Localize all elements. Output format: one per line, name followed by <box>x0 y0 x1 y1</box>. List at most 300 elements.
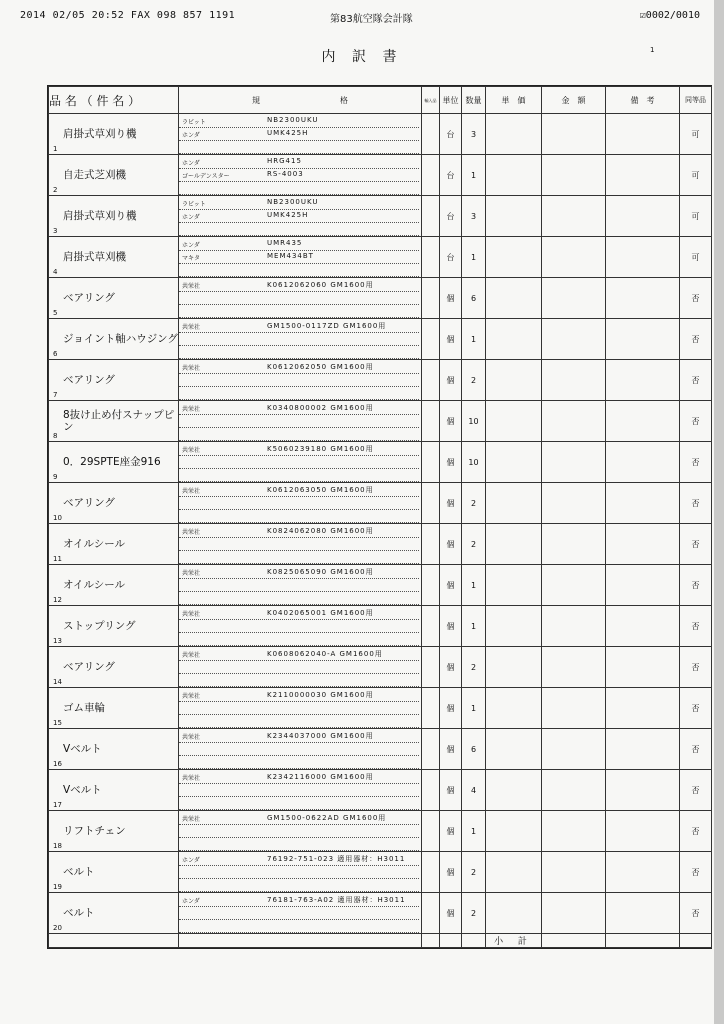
spec-maker: 共栄社 <box>182 815 201 823</box>
spec-maker: 共栄社 <box>182 569 201 577</box>
spec-model: K0612062060 GM1600用 <box>267 280 374 289</box>
item-usage: 否 <box>680 852 712 893</box>
item-unit-price <box>486 319 542 360</box>
spec-line <box>179 592 419 605</box>
item-unit: 個 <box>440 811 462 852</box>
item-remarks <box>606 442 680 483</box>
item-amount <box>542 893 606 934</box>
item-unit-price <box>486 524 542 565</box>
item-unit: 台 <box>440 237 462 278</box>
table-row <box>49 852 712 893</box>
table-row <box>49 442 712 483</box>
item-usage: 否 <box>680 360 712 401</box>
item-name: ストップリング <box>63 620 136 632</box>
table-row <box>49 237 712 278</box>
spec-line <box>179 305 419 318</box>
subtotal-blank-spec <box>179 934 422 948</box>
item-usage: 否 <box>680 278 712 319</box>
header-qty: 数量 <box>462 87 486 114</box>
item-remarks <box>606 196 680 237</box>
item-import <box>422 114 440 155</box>
spec-line <box>179 620 419 633</box>
spec-line <box>179 579 419 592</box>
table-row <box>49 565 712 606</box>
spec-maker: 共栄社 <box>182 487 201 495</box>
item-import <box>422 729 440 770</box>
subtotal-blank-import <box>422 934 440 948</box>
item-spec-cell <box>179 155 422 196</box>
item-name: 8抜け止め付スナップピン <box>63 409 175 433</box>
item-name: オイルシール <box>63 538 126 550</box>
item-spec-cell <box>179 360 422 401</box>
item-name: オイルシール <box>63 579 126 591</box>
item-name: ジョイント軸ハウジング <box>63 333 178 345</box>
item-usage: 否 <box>680 729 712 770</box>
spec-line <box>179 702 419 715</box>
spec-line <box>179 169 419 182</box>
item-qty: 3 <box>462 114 486 155</box>
table-row <box>49 647 712 688</box>
spec-maker: ホンダ <box>182 159 200 167</box>
item-name-cell <box>49 401 179 442</box>
item-number: 2 <box>53 186 58 194</box>
item-name: ベルト <box>63 907 95 919</box>
item-unit: 個 <box>440 729 462 770</box>
subtotal-row <box>49 934 712 948</box>
subtotal-amount <box>542 934 606 948</box>
header-import: 輸入品 <box>422 87 440 114</box>
spec-line <box>179 156 419 169</box>
item-unit-price <box>486 237 542 278</box>
table-row <box>49 524 712 565</box>
spec-model: UMK425H <box>267 128 309 137</box>
item-unit-price <box>486 852 542 893</box>
item-usage: 否 <box>680 688 712 729</box>
spec-line <box>179 894 419 907</box>
table-row <box>49 155 712 196</box>
item-name: ベアリング <box>63 292 115 304</box>
item-name-cell <box>49 524 179 565</box>
item-qty: 2 <box>462 852 486 893</box>
item-qty: 1 <box>462 319 486 360</box>
item-unit-price <box>486 606 542 647</box>
item-amount <box>542 852 606 893</box>
item-import <box>422 688 440 729</box>
item-number: 20 <box>53 924 62 932</box>
spec-line <box>179 251 419 264</box>
item-qty: 1 <box>462 606 486 647</box>
table-row <box>49 401 712 442</box>
item-name: Vベルト <box>63 743 102 755</box>
item-spec-cell <box>179 442 422 483</box>
item-usage: 否 <box>680 319 712 360</box>
item-unit-price <box>486 114 542 155</box>
spec-model: 76181-763-A02 適用器材：H3011 <box>267 895 406 904</box>
spec-line <box>179 784 419 797</box>
item-import <box>422 811 440 852</box>
item-import <box>422 483 440 524</box>
item-remarks <box>606 770 680 811</box>
item-unit-price <box>486 278 542 319</box>
spec-line <box>179 402 419 415</box>
item-name-cell <box>49 155 179 196</box>
item-remarks <box>606 524 680 565</box>
item-name: ベルト <box>63 866 95 878</box>
item-amount <box>542 155 606 196</box>
subtotal-remarks <box>606 934 680 948</box>
item-remarks <box>606 647 680 688</box>
item-amount <box>542 319 606 360</box>
item-import <box>422 565 440 606</box>
item-amount <box>542 688 606 729</box>
item-spec-cell <box>179 114 422 155</box>
item-amount <box>542 401 606 442</box>
spec-line <box>179 497 419 510</box>
subtotal-usage <box>680 934 712 948</box>
item-remarks <box>606 811 680 852</box>
spec-line <box>179 879 419 892</box>
item-usage: 否 <box>680 770 712 811</box>
item-qty: 3 <box>462 196 486 237</box>
item-import <box>422 319 440 360</box>
spec-line <box>179 210 419 223</box>
spec-model: K0612062050 GM1600用 <box>267 362 374 371</box>
item-qty: 2 <box>462 483 486 524</box>
item-usage: 否 <box>680 647 712 688</box>
spec-model: 76192-751-023 適用器材：H3011 <box>267 854 406 863</box>
breakdown-sheet <box>47 85 712 949</box>
fax-header <box>20 10 700 26</box>
table-header-row <box>49 87 712 114</box>
item-unit: 台 <box>440 114 462 155</box>
subtotal-blank-qty <box>462 934 486 948</box>
item-unit-price <box>486 729 542 770</box>
spec-line <box>179 510 419 523</box>
item-unit: 個 <box>440 401 462 442</box>
item-unit: 個 <box>440 606 462 647</box>
item-name-cell <box>49 483 179 524</box>
item-number: 17 <box>53 801 62 809</box>
spec-maker: 共栄社 <box>182 405 201 413</box>
item-remarks <box>606 729 680 770</box>
item-spec-cell <box>179 893 422 934</box>
spec-line <box>179 292 419 305</box>
item-remarks <box>606 319 680 360</box>
spec-line <box>179 456 419 469</box>
item-name: ゴム車輪 <box>63 702 105 714</box>
item-usage: 可 <box>680 114 712 155</box>
item-spec-cell <box>179 237 422 278</box>
spec-line <box>179 566 419 579</box>
fax-timestamp: 2014 02/05 20:52 FAX 098 857 1191 <box>20 10 236 21</box>
spec-line <box>179 866 419 879</box>
spec-model: K2110000030 GM1600用 <box>267 690 374 699</box>
item-name-cell <box>49 606 179 647</box>
spec-maker: ゴールデンスター <box>182 172 230 180</box>
fax-paper-edge <box>714 0 724 1024</box>
spec-model: MEM434BT <box>267 251 314 260</box>
spec-model: HRG415 <box>267 156 302 165</box>
spec-model: K2342116000 GM1600用 <box>267 772 374 781</box>
spec-line <box>179 607 419 620</box>
item-qty: 6 <box>462 278 486 319</box>
spec-line <box>179 115 419 128</box>
spec-maker: 共栄社 <box>182 733 201 741</box>
spec-line <box>179 469 419 482</box>
spec-maker: ホンダ <box>182 856 200 864</box>
item-name: ベアリング <box>63 661 115 673</box>
item-unit-price <box>486 196 542 237</box>
item-unit: 個 <box>440 442 462 483</box>
item-import <box>422 401 440 442</box>
spec-line <box>179 320 419 333</box>
spec-maker: マキタ <box>182 254 200 262</box>
item-unit: 個 <box>440 565 462 606</box>
item-name-cell <box>49 565 179 606</box>
table-row <box>49 483 712 524</box>
item-remarks <box>606 565 680 606</box>
item-import <box>422 155 440 196</box>
item-unit: 台 <box>440 196 462 237</box>
table-row <box>49 893 712 934</box>
subtotal-blank-name <box>49 934 179 948</box>
spec-maker: ホンダ <box>182 897 200 905</box>
item-import <box>422 524 440 565</box>
item-amount <box>542 483 606 524</box>
spec-line <box>179 387 419 400</box>
spec-line <box>179 279 419 292</box>
spec-line <box>179 525 419 538</box>
item-amount <box>542 565 606 606</box>
item-unit-price <box>486 565 542 606</box>
spec-maker: ホンダ <box>182 241 200 249</box>
item-usage: 可 <box>680 196 712 237</box>
item-remarks <box>606 278 680 319</box>
item-name-cell <box>49 729 179 770</box>
header-remarks: 備 考 <box>606 87 680 114</box>
item-spec-cell <box>179 196 422 237</box>
spec-line <box>179 743 419 756</box>
spec-maker: 共栄社 <box>182 528 201 536</box>
item-number: 13 <box>53 637 62 645</box>
spec-line <box>179 648 419 661</box>
spec-line <box>179 346 419 359</box>
item-remarks <box>606 360 680 401</box>
header-unit-price: 単 価 <box>486 87 542 114</box>
spec-line <box>179 689 419 702</box>
header-unit: 単位 <box>440 87 462 114</box>
header-spec <box>179 87 422 114</box>
item-import <box>422 770 440 811</box>
item-qty: 4 <box>462 770 486 811</box>
item-unit: 個 <box>440 770 462 811</box>
header-name: 品 名 （ 件 名 ） <box>49 87 179 114</box>
item-name: 肩掛式草刈り機 <box>63 210 137 222</box>
spec-line <box>179 538 419 551</box>
item-unit-price <box>486 442 542 483</box>
item-amount <box>542 606 606 647</box>
item-unit-price <box>486 155 542 196</box>
item-unit-price <box>486 483 542 524</box>
table-row <box>49 606 712 647</box>
item-name: 自走式芝刈機 <box>63 169 126 181</box>
item-name-cell <box>49 114 179 155</box>
item-unit-price <box>486 401 542 442</box>
spec-line <box>179 730 419 743</box>
spec-line <box>179 182 419 195</box>
spec-line <box>179 661 419 674</box>
item-remarks <box>606 114 680 155</box>
item-import <box>422 893 440 934</box>
item-unit: 台 <box>440 155 462 196</box>
spec-maker: 共栄社 <box>182 774 201 782</box>
item-remarks <box>606 606 680 647</box>
item-import <box>422 606 440 647</box>
header-spec-left: 規 <box>252 95 260 105</box>
table-body <box>49 114 712 948</box>
item-usage: 否 <box>680 524 712 565</box>
spec-line <box>179 428 419 441</box>
spec-model: K2344037000 GM1600用 <box>267 731 374 740</box>
table-row <box>49 688 712 729</box>
item-number: 10 <box>53 514 62 522</box>
item-import <box>422 647 440 688</box>
table-row <box>49 811 712 852</box>
item-name: Vベルト <box>63 784 102 796</box>
spec-model: K0825065090 GM1600用 <box>267 567 374 576</box>
item-name-cell <box>49 360 179 401</box>
item-amount <box>542 524 606 565</box>
spec-line <box>179 238 419 251</box>
item-qty: 2 <box>462 524 486 565</box>
item-amount <box>542 196 606 237</box>
item-name-cell <box>49 319 179 360</box>
item-spec-cell <box>179 606 422 647</box>
spec-model: RS-4003 <box>267 169 304 178</box>
subtotal-label: 小 計 <box>486 934 542 948</box>
spec-model: NB2300UKU <box>267 115 319 124</box>
spec-maker: 共栄社 <box>182 610 201 618</box>
item-remarks <box>606 483 680 524</box>
item-import <box>422 852 440 893</box>
item-spec-cell <box>179 811 422 852</box>
item-import <box>422 442 440 483</box>
item-number: 5 <box>53 309 58 317</box>
table-row <box>49 319 712 360</box>
spec-line <box>179 128 419 141</box>
breakdown-table <box>48 86 712 948</box>
table-row <box>49 729 712 770</box>
item-name-cell <box>49 688 179 729</box>
item-remarks <box>606 852 680 893</box>
item-unit-price <box>486 360 542 401</box>
fax-page-number: ☑0002/0010 <box>639 10 700 21</box>
fax-sender: 第83航空隊会計隊 <box>330 14 413 25</box>
spec-line <box>179 374 419 387</box>
spec-line <box>179 825 419 838</box>
item-number: 12 <box>53 596 62 604</box>
item-amount <box>542 770 606 811</box>
item-name-cell <box>49 770 179 811</box>
item-amount <box>542 114 606 155</box>
subtotal-blank-unit <box>440 934 462 948</box>
spec-maker: 共栄社 <box>182 446 201 454</box>
spec-maker: 共栄社 <box>182 323 201 331</box>
item-amount <box>542 360 606 401</box>
spec-line <box>179 853 419 866</box>
item-usage: 否 <box>680 442 712 483</box>
item-unit: 個 <box>440 852 462 893</box>
item-amount <box>542 811 606 852</box>
item-remarks <box>606 688 680 729</box>
item-number: 3 <box>53 227 58 235</box>
item-unit: 個 <box>440 278 462 319</box>
spec-maker: 共栄社 <box>182 364 201 372</box>
spec-model: K0402065001 GM1600用 <box>267 608 374 617</box>
item-spec-cell <box>179 278 422 319</box>
header-usage: 同等品 <box>680 87 712 114</box>
item-usage: 否 <box>680 606 712 647</box>
item-name-cell <box>49 442 179 483</box>
item-usage: 否 <box>680 483 712 524</box>
item-spec-cell <box>179 729 422 770</box>
item-import <box>422 196 440 237</box>
spec-line <box>179 838 419 851</box>
spec-model: UMR435 <box>267 238 303 247</box>
item-name: 肩掛式草刈り機 <box>63 128 137 140</box>
spec-maker: ラビット <box>182 118 206 126</box>
item-number: 1 <box>53 145 58 153</box>
spec-line <box>179 333 419 346</box>
spec-maker: 共栄社 <box>182 282 201 290</box>
item-number: 18 <box>53 842 62 850</box>
spec-line <box>179 920 419 933</box>
item-name-cell <box>49 647 179 688</box>
spec-line <box>179 484 419 497</box>
item-qty: 6 <box>462 729 486 770</box>
item-unit: 個 <box>440 360 462 401</box>
item-amount <box>542 278 606 319</box>
spec-model: K0612063050 GM1600用 <box>267 485 374 494</box>
item-usage: 否 <box>680 811 712 852</box>
table-row <box>49 360 712 401</box>
table-row <box>49 114 712 155</box>
spec-line <box>179 633 419 646</box>
spec-model: K5060239180 GM1600用 <box>267 444 374 453</box>
spec-model: GM1500-0117ZD GM1600用 <box>267 321 387 330</box>
item-qty: 1 <box>462 565 486 606</box>
spec-line <box>179 771 419 784</box>
item-number: 11 <box>53 555 62 563</box>
item-number: 7 <box>53 391 58 399</box>
item-unit: 個 <box>440 688 462 729</box>
item-amount <box>542 442 606 483</box>
spec-maker: ラビット <box>182 200 206 208</box>
item-number: 16 <box>53 760 62 768</box>
item-unit: 個 <box>440 524 462 565</box>
header-spec-right: 格 <box>340 95 348 105</box>
spec-line <box>179 415 419 428</box>
item-usage: 否 <box>680 565 712 606</box>
item-spec-cell <box>179 524 422 565</box>
item-qty: 2 <box>462 647 486 688</box>
item-amount <box>542 237 606 278</box>
spec-line <box>179 141 419 154</box>
item-unit-price <box>486 647 542 688</box>
item-number: 8 <box>53 432 58 440</box>
spec-maker: ホンダ <box>182 131 200 139</box>
table-row <box>49 278 712 319</box>
